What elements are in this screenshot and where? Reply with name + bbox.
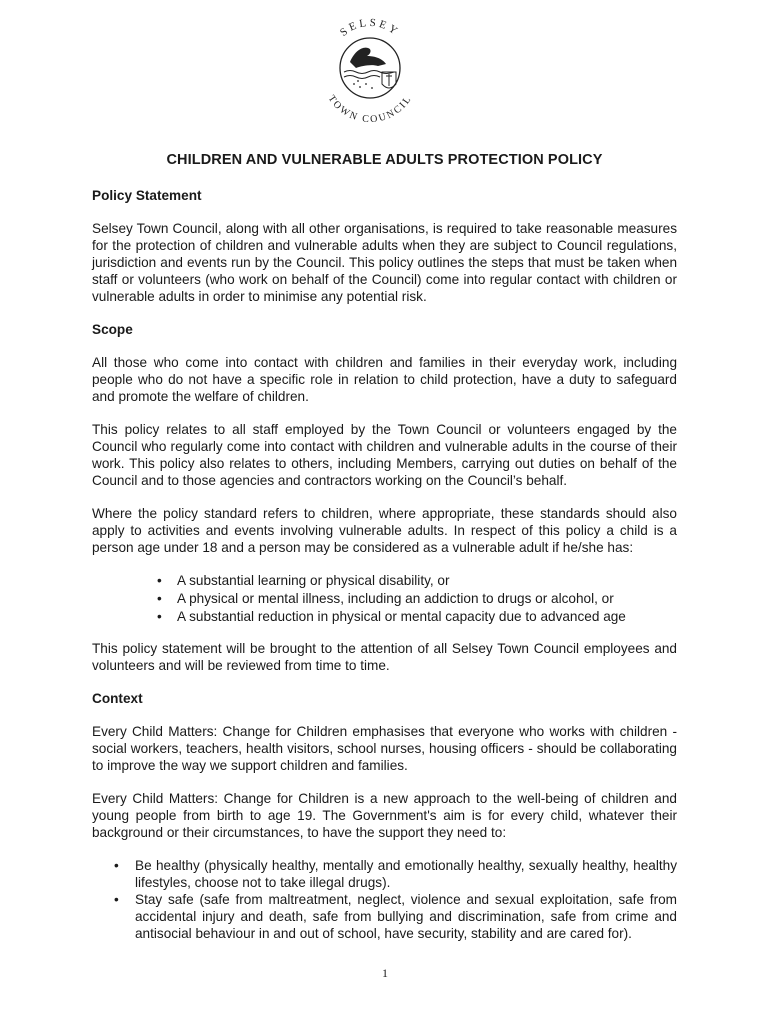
vulnerable-adult-criteria-list: [92, 572, 677, 625]
context-paragraph-2: Every Child Matters: Change for Children is a new approach to the well-being of children and young people from birth to age 19. The Government's aim is for every child, whatever their background or their circumstances, to have the support they need to:: [92, 791, 677, 840]
scope-paragraph-3: Where the policy standard refers to children, where appropriate, these standards should also apply to activities and events involving vulnerable adults. In respect of this policy a child is a person age under 18 and a person may be considered as a vulnerable adult if he/she has:: [92, 506, 677, 555]
seal-logo-icon: [316, 12, 424, 132]
document-title: CHILDREN AND VULNERABLE ADULTS PROTECTION POLICY: [166, 152, 603, 168]
list-item: • A substantial learning or physical disability, or: [92, 572, 677, 589]
list-item: • Be healthy (physically healthy, mentally and emotionally healthy, sexually healthy, healthy lifestyles, choose not to take illegal drugs).: [92, 857, 677, 891]
list-item: • Stay safe (safe from maltreatment, neglect, violence and sexual exploitation, safe from accidental injury and death, safe from bullying and discrimination, safe from crime and antisocial behaviour in and out of school, have security, stability and are cared for).: [92, 891, 677, 942]
policy-statement-paragraph: Selsey Town Council, along with all other organisations, is required to take reasonable measures for the protection of children and vulnerable adults when they are subject to Council regulations, jurisdiction and events run by the Council. This policy outlines the steps that must be taken when staff or volunteers (who work on behalf of the Council) come into regular contact with children or vulnerable adults in order to minimise any potential risk.: [92, 221, 677, 304]
scope-paragraph-2: This policy relates to all staff employed by the Town Council or volunteers engaged by the Council who regularly come into contact with children and vulnerable adults in the course of their work. This policy also relates to others, including Members, carrying out duties on behalf of the Council and to those agencies and contractors working on the Council’s behalf.: [92, 422, 677, 488]
list-item: • A substantial reduction in physical or mental capacity due to advanced age: [92, 608, 677, 625]
scope-paragraph-1: All those who come into contact with children and families in their everyday work, including people who do not have a specific role in relation to child protection, have a duty to safeguard and promote the welfare of children.: [92, 355, 677, 404]
context-paragraph-1: Every Child Matters: Change for Children emphasises that everyone who works with children - social workers, teachers, health visitors, school nurses, housing officers - should be collaborating to improve the way we support children and families.: [92, 724, 677, 773]
context-heading: Context: [92, 691, 143, 706]
logo-bottom-text: TOWN COUNCIL: [325, 93, 415, 126]
logo-top-text: SELSEY: [337, 16, 402, 39]
town-council-logo: [316, 12, 424, 132]
document-body: [92, 152, 677, 957]
scope-paragraph-4: This policy statement will be brought to the attention of all Selsey Town Council employees and volunteers and will be reviewed from time to time.: [92, 641, 677, 673]
child-outcomes-list: [92, 857, 677, 942]
page-number: 1: [382, 966, 388, 980]
policy-statement-heading: Policy Statement: [92, 188, 202, 203]
scope-heading: Scope: [92, 322, 133, 337]
list-item: • A physical or mental illness, including an addiction to drugs or alcohol, or: [92, 590, 677, 607]
